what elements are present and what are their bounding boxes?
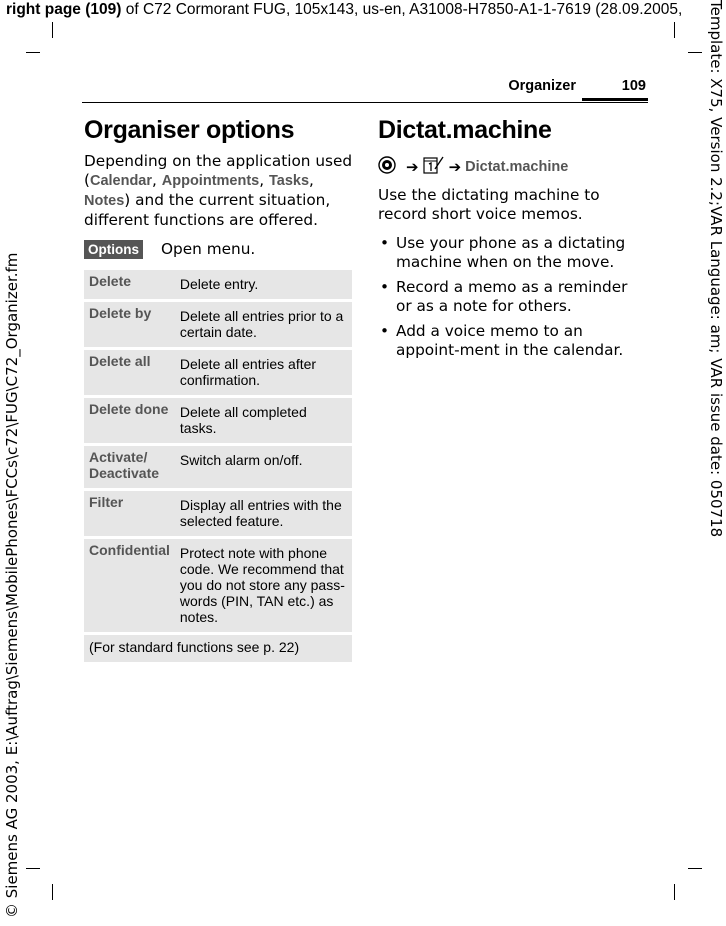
list-item: • Record a memo as a reminder or as a note for others. [378, 278, 646, 316]
page-header [82, 76, 648, 103]
option-name: Delete [84, 270, 175, 299]
option-name: Delete done [84, 398, 175, 443]
option-description: Switch alarm on/off. [175, 446, 352, 488]
option-description: Delete all entries prior to a certain date. [175, 302, 352, 347]
term-appointments: Appointments [161, 173, 260, 189]
chapter-title: Organizer [508, 78, 576, 94]
option-row [84, 446, 352, 488]
crop-mark [52, 884, 53, 900]
crop-mark [674, 22, 675, 38]
option-description: Protect note with phone code. We recommend that you do not store any pass-words (PIN, TAN etc.) as notes. [175, 539, 352, 632]
path-arrow-icon: ➔ [448, 159, 462, 176]
option-name: Filter [84, 491, 175, 536]
menu-path [378, 155, 646, 179]
template-sidebar: Template: X75, Version 2.2;VAR Language: am; VAR issue date: 050718 [707, 0, 725, 538]
section-heading-organiser-options: Organiser options [84, 116, 295, 144]
crop-mark [52, 22, 53, 38]
option-description: Delete all entries after confirmation. [175, 350, 352, 395]
option-name: Delete by [84, 302, 175, 347]
option-row [84, 350, 352, 395]
page-number-rule [582, 98, 648, 101]
section-heading-dictat-machine: Dictat.machine [378, 116, 552, 144]
option-row [84, 302, 352, 347]
intro-paragraph [84, 152, 354, 230]
option-row [84, 398, 352, 443]
option-description: Delete all completed tasks. [175, 398, 352, 443]
option-row [84, 270, 352, 299]
right-column [378, 116, 646, 366]
softkey-row [84, 240, 354, 259]
path-arrow-icon: ➔ [406, 159, 419, 176]
page-number: 109 [621, 78, 646, 94]
navigation-key-icon [378, 156, 396, 178]
print-info-banner [6, 0, 726, 20]
option-name: Confidential [84, 539, 175, 632]
term-notes: Notes [84, 193, 125, 209]
standard-functions-note: (For standard functions see p. 22) [84, 635, 352, 662]
option-name: Activate/ Deactivate [84, 446, 175, 488]
separator: , [309, 171, 314, 189]
intro-text: Depending on the application used ( [84, 152, 353, 189]
option-name: Delete all [84, 350, 175, 395]
options-softkey: Options [84, 240, 143, 259]
list-item: • Use your phone as a dictating machine when on the move. [378, 234, 646, 272]
copyright-sidebar: © Siemens AG 2003, E:\Auftrag\Siemens\MobilePhones\FCCs\c72\FUG\C72_Organizer.fm [3, 252, 21, 918]
banner-bold: right page (109) [6, 1, 122, 18]
separator: , [152, 171, 162, 189]
options-table [84, 267, 352, 665]
softkey-description: Open menu. [161, 240, 256, 258]
dictat-intro: Use the dictating machine to record short voice memos. [378, 186, 600, 223]
option-description: Display all entries with the selected feature. [175, 491, 352, 536]
separator: , [259, 171, 269, 189]
crop-mark [688, 868, 702, 869]
crop-mark [26, 868, 40, 869]
crop-mark [674, 884, 675, 900]
menu-target-dictat-machine: Dictat.machine [465, 159, 569, 175]
term-tasks: Tasks [268, 173, 310, 189]
feature-list [378, 234, 646, 360]
option-row [84, 539, 352, 632]
list-item: • Add a voice memo to an appoint-ment in the calendar. [378, 322, 646, 360]
intro-text: ) and the current situation, different functions are offered. [84, 191, 331, 229]
organizer-menu-icon [423, 155, 445, 179]
table-footer-row [84, 635, 352, 662]
crop-mark [688, 52, 702, 53]
term-calendar: Calendar [89, 173, 153, 189]
option-description: Delete entry. [175, 270, 352, 299]
option-row [84, 491, 352, 536]
crop-mark [26, 52, 40, 53]
banner-rest: of C72 Cormorant FUG, 105x143, us-en, A31008-H7850-A1-1-7619 (28.09.2005, [121, 1, 683, 18]
left-column [84, 116, 354, 665]
